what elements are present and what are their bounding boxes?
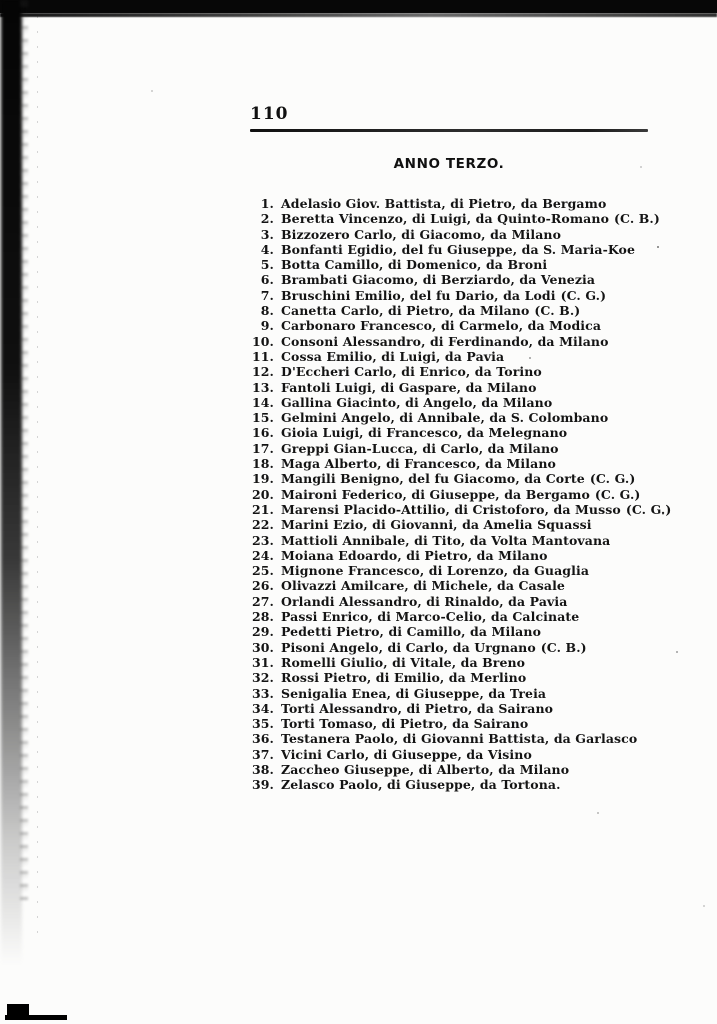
item-number: 33. [251,685,274,701]
list-item [250,364,654,379]
scan-specks [0,0,2,2]
item-text: Olivazzi Amilcare, di Michele, da Casale [281,578,565,594]
item-number: 37. [251,746,274,762]
item-number: 30. [251,639,274,655]
list-item [250,501,672,517]
list-item [250,380,654,395]
item-text: Testanera Paolo, di Giovanni Battista, da Garlasco [281,731,638,747]
item-text: Rossi Pietro, di Emilio, da Merlino [281,670,527,686]
item-number: 2. [260,211,274,227]
item-text: Mangili Benigno, del fu Giacomo, da Corte [281,471,585,487]
item-note: (C. G.) [589,471,636,487]
list-item [250,395,654,410]
list-item [250,624,654,639]
item-number: 35. [251,716,274,732]
item-number: 8. [260,303,274,319]
item-number: 13. [251,379,274,395]
list-item [250,441,654,456]
list-item [250,548,654,563]
scan-blot-bottom-left [7,1004,29,1019]
item-note: (C. G.) [625,501,672,517]
item-number: 24. [251,547,274,563]
item-number: 5. [260,257,274,273]
list-item [250,349,654,364]
item-text: Canetta Carlo, di Pietro, da Milano [281,303,530,319]
item-number: 14. [251,394,274,410]
scan-edge-top [0,0,717,13]
item-number: 38. [251,761,274,777]
item-text: Bonfanti Egidio, del fu Giuseppe, da S. Maria-Koe [281,241,636,257]
item-text: Pisoni Angelo, di Carlo, da Urgnano [281,639,536,655]
list-item [250,288,654,303]
item-number: 18. [251,456,274,472]
item-number: 4. [260,241,274,257]
list-item [250,456,654,471]
item-note: (C. B.) [534,303,581,319]
item-note: (C. G.) [594,486,641,502]
list-item [250,578,654,593]
item-text: Carbonaro Francesco, di Carmelo, da Modica [281,318,602,334]
item-text: Bruschini Emilio, del fu Dario, da Lodi [281,287,556,303]
list-item [250,227,654,242]
list-item [250,211,660,227]
item-number: 9. [260,318,274,334]
list-item [250,334,654,349]
item-text: Torti Alessandro, di Pietro, da Sairano [281,700,554,716]
item-text: Adelasio Giov. Battista, di Pietro, da Bergamo [281,196,607,211]
list-item [250,609,654,624]
item-number: 3. [260,226,274,242]
list-item [250,257,654,272]
list-item [250,563,654,578]
item-text: Marini Ezio, di Giovanni, da Amelia Squassi [281,517,592,533]
item-number: 7. [260,287,274,303]
list-item [250,517,654,532]
scan-edge-left-fringe [20,0,28,900]
item-text: D'Eccheri Carlo, di Enrico, da Torino [281,364,542,380]
item-text: Mignone Francesco, di Lorenzo, da Guaglia [281,563,590,579]
name-list [250,196,672,793]
item-number: 16. [251,425,274,441]
page-number: 110 [250,104,289,124]
list-item [250,425,654,440]
list-item [250,196,654,211]
item-number: 6. [260,272,274,288]
item-text: Botta Camillo, di Domenico, da Broni [281,257,548,273]
list-item [250,303,654,318]
item-number: 36. [251,731,274,747]
item-number: 25. [251,563,274,579]
list-item [250,747,654,762]
item-text: Passi Enrico, di Marco-Celio, da Calcinate [281,609,580,625]
item-text: Senigalia Enea, di Giuseppe, da Treia [281,685,547,701]
item-text: Marensi Placido-Attilio, di Cristoforo, da Musso [281,501,621,517]
list-item [250,670,654,685]
item-number: 10. [251,333,274,349]
item-text: Pedetti Pietro, di Camillo, da Milano [281,624,542,640]
item-number: 17. [251,440,274,456]
item-note: (C. B.) [614,211,660,227]
header-rule [250,129,648,132]
item-number: 26. [251,578,274,594]
list-item [250,594,654,609]
item-note: (C. G.) [560,287,607,303]
scan-edge-left [1,0,22,965]
item-text: Gioia Luigi, di Francesco, da Melegnano [281,425,568,441]
list-item [250,762,654,777]
item-text: Gallina Giacinto, di Angelo, da Milano [281,394,553,410]
list-item [250,410,654,425]
item-number: 31. [251,654,274,670]
item-number: 22. [251,517,274,533]
section-title: ANNO TERZO. [393,156,505,172]
list-item [250,731,654,746]
item-note: (C. B.) [540,639,587,655]
item-number: 28. [251,609,274,625]
item-text: Zelasco Paolo, di Giuseppe, da Tortona. [281,777,561,793]
item-text: Zaccheo Giuseppe, di Alberto, da Milano [281,761,570,777]
page-body [250,104,672,793]
list-item [250,533,654,548]
list-item [250,777,654,792]
item-number: 39. [251,777,274,793]
list-item [250,701,654,716]
list-item [250,318,654,333]
list-item [250,686,654,701]
item-text: Maironi Federico, di Giuseppe, da Bergamo [281,486,590,502]
item-text: Gelmini Angelo, di Annibale, da S. Colombano [281,410,609,426]
item-number: 11. [251,348,274,364]
item-text: Orlandi Alessandro, di Rinaldo, da Pavia [281,593,568,609]
item-text: Mattioli Annibale, di Tito, da Volta Mantovana [281,532,611,548]
item-number: 21. [251,501,274,517]
item-number: 15. [251,410,274,426]
item-text: Beretta Vincenzo, di Luigi, da Quinto-Romano [281,211,610,227]
item-number: 1. [260,196,274,211]
item-text: Fantoli Luigi, di Gaspare, da Milano [281,379,537,395]
item-text: Greppi Gian-Lucca, di Carlo, da Milano [281,440,559,456]
item-text: Cossa Emilio, di Luigi, da Pavia [281,348,505,364]
list-item [250,242,654,257]
item-text: Maga Alberto, di Francesco, da Milano [281,456,556,472]
item-text: Romelli Giulio, di Vitale, da Breno [281,654,526,670]
list-item [250,640,654,655]
item-text: Torti Tomaso, di Pietro, da Sairano [281,716,529,732]
item-number: 23. [251,532,274,548]
item-number: 29. [251,624,274,640]
item-number: 12. [251,364,274,380]
item-text: Bizzozero Carlo, di Giacomo, da Milano [281,226,562,242]
item-number: 32. [251,670,274,686]
list-item [250,487,654,502]
list-item [250,716,654,731]
list-item [250,272,654,287]
item-number: 27. [251,593,274,609]
gutter-shadow-line [37,16,38,946]
item-text: Brambati Giacomo, di Berziardo, da Venezia [281,272,596,288]
list-item [250,471,654,486]
item-number: 34. [251,700,274,716]
item-number: 19. [251,471,274,487]
item-text: Vicini Carlo, di Giuseppe, da Visino [281,746,532,762]
list-item [250,655,654,670]
item-number: 20. [251,486,274,502]
item-text: Consoni Alessandro, di Ferdinando, da Milano [281,333,609,349]
item-text: Moiana Edoardo, di Pietro, da Milano [281,547,548,563]
